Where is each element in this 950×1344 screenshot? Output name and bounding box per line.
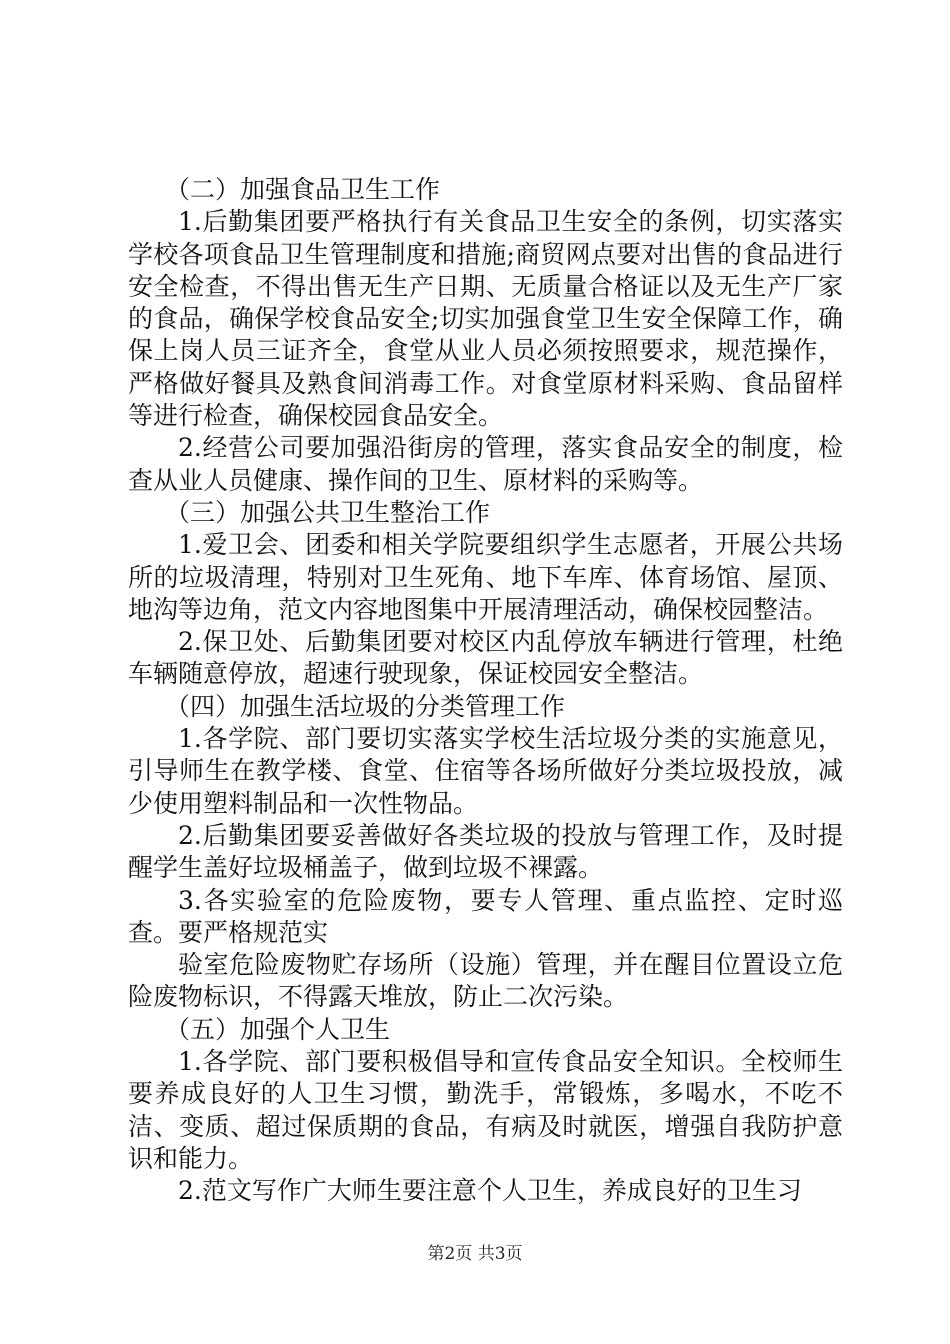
section-heading-2: （二）加强食品卫生工作 [165, 175, 441, 204]
section-heading-3: （三）加强公共卫生整治工作 [165, 497, 491, 527]
paragraph: 2.后勤集团要妥善做好各类垃圾的投放与管理工作，及时提醒学生盖好垃圾桶盖子，做到垃圾不裸露。 [128, 820, 843, 883]
paragraph: 1.后勤集团要严格执行有关食品卫生安全的条例，切实落实学校各项食品卫生管理制度和措施;商贸网点要对出售的食品进行安全检查，不得出售无生产日期、无质量合格证以及无生产厂家的食品，确保学校食品安全;切实加强食堂卫生安全保障工作，确保上岗人员三证齐全，食堂从业人员必须按照要求，规范操作，严格做好餐具及熟食间消毒工作。对食堂原材料采购、食品留样等进行检查，确保校园食品安全。 [128, 207, 843, 431]
section-heading-5: （五）加强个人卫生 [165, 1014, 391, 1044]
section-heading-4: （四）加强生活垃圾的分类管理工作 [165, 691, 566, 721]
paragraph: 验室危险废物贮存场所（设施）管理，并在醒目位置设立危险废物标识，不得露天堆放，防止二次污染。 [128, 950, 843, 1012]
paragraph: 2.范文写作广大师生要注意个人卫生，养成良好的卫生习 [178, 1176, 802, 1206]
paragraph: 1.爱卫会、团委和相关学院要组织学生志愿者，开展公共场所的垃圾清理，特别对卫生死角、地下车库、体育场馆、屋顶、地沟等边角，范文内容地图集中开展清理活动，确保校园整洁。 [128, 530, 843, 624]
document-body [128, 174, 843, 1208]
paragraph: 3.各实验室的危险废物，要专人管理、重点监控、定时巡查。要严格规范实 [128, 885, 843, 947]
paragraph: 2.保卫处、后勤集团要对校区内乱停放车辆进行管理，杜绝车辆随意停放，超速行驶现象，保证校园安全整洁。 [128, 627, 843, 689]
paragraph: 1.各学院、部门要积极倡导和宣传食品安全知识。全校师生要养成良好的人卫生习惯，勤洗手，常锻炼，多喝水，不吃不洁、变质、超过保质期的食品，有病及时就医，增强自我防护意识和能力。 [128, 1047, 843, 1173]
paragraph: 1.各学院、部门要切实落实学校生活垃圾分类的实施意见，引导师生在教学楼、食堂、住宿等各场所做好分类垃圾投放，减少使用塑料制品和一次性物品。 [128, 724, 843, 818]
paragraph: 2.经营公司要加强沿街房的管理，落实食品安全的制度，检查从业人员健康、操作间的卫生、原材料的采购等。 [128, 433, 843, 495]
page-number-footer: 第2页 共3页 [427, 1244, 523, 1264]
